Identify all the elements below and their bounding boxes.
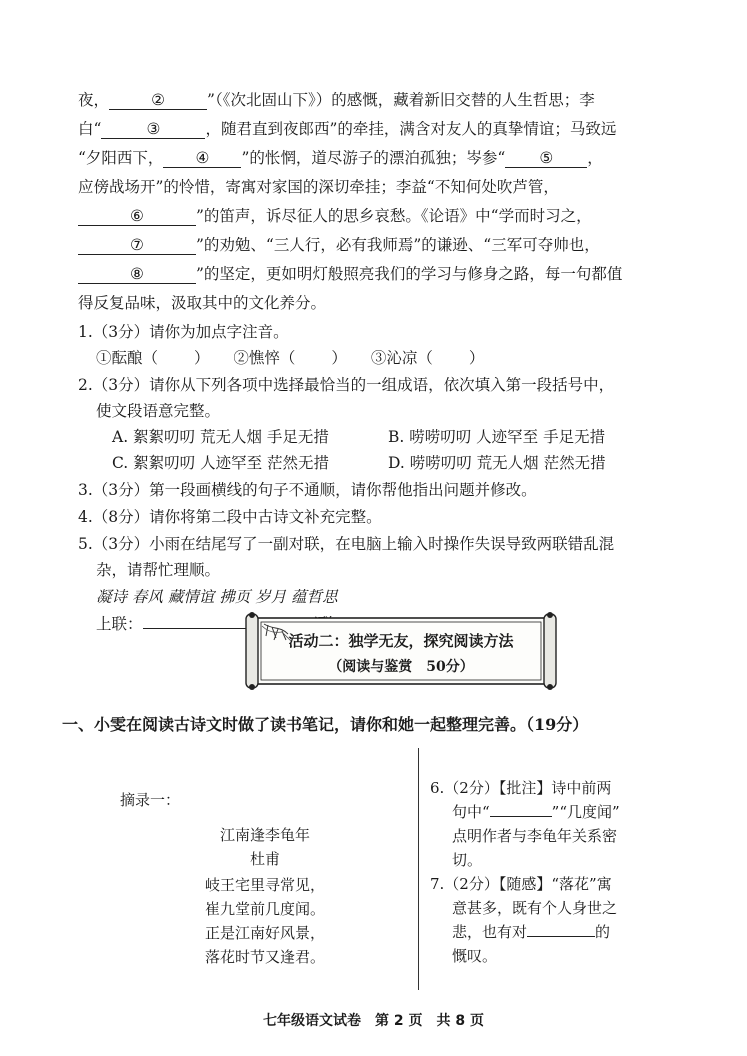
text-segment: 夜， xyxy=(78,91,110,109)
poem-author: 杜甫 xyxy=(249,850,280,868)
question-7-blank[interactable] xyxy=(527,936,595,937)
section-heading: 一、小雯在阅读古诗文时做了读书笔记，请你和她一起整理完善。（19分） xyxy=(62,715,589,734)
blank-2[interactable]: ② xyxy=(109,91,207,110)
question-7-line: 悲，也有对 的 xyxy=(452,923,611,941)
upper-label: 上联： xyxy=(96,615,143,633)
pinyin-item: ③沁凉（ ） xyxy=(370,349,485,367)
question-1-stem: 1.（3分）请你为加点字注音。 xyxy=(78,323,289,341)
question-7-line: 7.（2分）【随感】“落花”寓 xyxy=(430,875,612,893)
column-divider xyxy=(418,748,419,990)
passage-line-6 xyxy=(78,235,600,255)
passage-line-7 xyxy=(78,264,622,284)
question-6-line: 切。 xyxy=(452,851,483,869)
passage-line-8: 得反复品味，汲取其中的文化养分。 xyxy=(78,294,327,312)
blank-8[interactable]: ⑧ xyxy=(78,265,196,284)
blank-6[interactable]: ⑥ xyxy=(78,207,196,226)
couplet-words: 凝诗 春风 藏情谊 拂页 岁月 蕴哲思 xyxy=(96,588,338,606)
text-segment: ，随君直到夜郎西”的牵挂，满含对友人的真挚情谊；马致远 xyxy=(205,120,617,138)
text-segment: ”的坚定，更如明灯般照亮我们的学习与修身之路，每一句都值 xyxy=(196,265,623,283)
excerpt-label: 摘录一： xyxy=(120,791,181,809)
pinyin-item: ②憔悴（ ） xyxy=(233,349,347,367)
text-segment: ”的劝勉、“三人行，必有我师焉”的谦逊、“三军可夺帅也， xyxy=(196,236,600,254)
passage-line-4: 应傍战场开”的怜惜，寄寓对家国的深切牵挂；李益“不知何处吹芦管， xyxy=(78,178,559,196)
pinyin-item: ①酝酿（ ） xyxy=(96,349,210,367)
option-a[interactable]: A. 絮絮叨叨 荒无人烟 手足无措 xyxy=(112,428,329,446)
poem-line: 崔九堂前几度闻。 xyxy=(204,900,325,918)
text-segment: ， xyxy=(587,149,603,167)
poem-line: 正是江南好风景， xyxy=(204,924,325,942)
passage-line-3 xyxy=(78,148,603,168)
text-segment: ”的怅惘，道尽游子的漂泊孤独；岑参“ xyxy=(241,149,506,167)
question-5-stem-cont: 杂，请帮忙理顺。 xyxy=(96,561,221,579)
banner-subtitle: （阅读与鉴赏 50分） xyxy=(328,659,474,675)
question-4: 4.（8分）请你将第二段中古诗文补充完整。 xyxy=(78,508,382,526)
poem-title: 江南逢李龟年 xyxy=(219,826,310,844)
activity-banner xyxy=(242,612,560,690)
question-6-line: 6.（2分）【批注】诗中前两 xyxy=(430,779,612,797)
text-segment: “夕阳西下， xyxy=(78,149,164,167)
page-footer: 七年级语文试卷 第 2 页 共 8 页 xyxy=(263,1013,484,1029)
question-6-line: 句中“ ”“几度闻” xyxy=(452,803,620,821)
option-b[interactable]: B. 唠唠叨叨 人迹罕至 手足无措 xyxy=(388,428,606,446)
question-3: 3.（3分）第一段画横线的句子不通顺，请你帮他指出问题并修改。 xyxy=(78,481,537,499)
passage-line-1 xyxy=(78,90,595,110)
poem-line: 落花时节又逢君。 xyxy=(204,948,325,966)
blank-7[interactable]: ⑦ xyxy=(78,236,196,255)
poem-line: 岐王宅里寻常见， xyxy=(204,876,325,894)
question-2-stem-cont: 使文段语意完整。 xyxy=(96,402,221,420)
question-2-stem: 2.（3分）请你从下列各项中选择最恰当的一组成语，依次填入第一段括号中， xyxy=(78,376,615,394)
blank-3[interactable]: ③ xyxy=(101,120,205,139)
question-7-line: 慨叹。 xyxy=(452,947,498,965)
option-c[interactable]: C. 絮絮叨叨 人迹罕至 茫然无措 xyxy=(112,454,330,472)
blank-5[interactable]: ⑤ xyxy=(505,149,587,168)
passage-line-2 xyxy=(78,119,616,139)
question-1-items xyxy=(96,348,484,368)
blank-4[interactable]: ④ xyxy=(163,149,241,168)
question-5-stem: 5.（3分）小雨在结尾写了一副对联，在电脑上输入时操作失误导致两联错乱混 xyxy=(78,535,615,553)
question-7-line: 意甚多，既有个人身世之 xyxy=(452,899,618,917)
text-segment: 白“ xyxy=(78,120,102,138)
question-6-blank[interactable] xyxy=(490,816,552,817)
option-d[interactable]: D. 唠唠叨叨 荒无人烟 茫然无措 xyxy=(388,454,606,472)
question-6-line: 点明作者与李龟年关系密 xyxy=(452,827,618,845)
passage-line-5 xyxy=(78,206,592,226)
banner-title: 活动二：独学无友，探究阅读方法 xyxy=(288,632,514,650)
text-segment: ”的笛声，诉尽征人的思乡哀愁。《论语》中“学而时习之， xyxy=(196,207,592,225)
scroll-frame-icon xyxy=(242,612,560,690)
text-segment: ”（《次北固山下》）的感慨，藏着新旧交替的人生哲思；李 xyxy=(207,91,595,109)
